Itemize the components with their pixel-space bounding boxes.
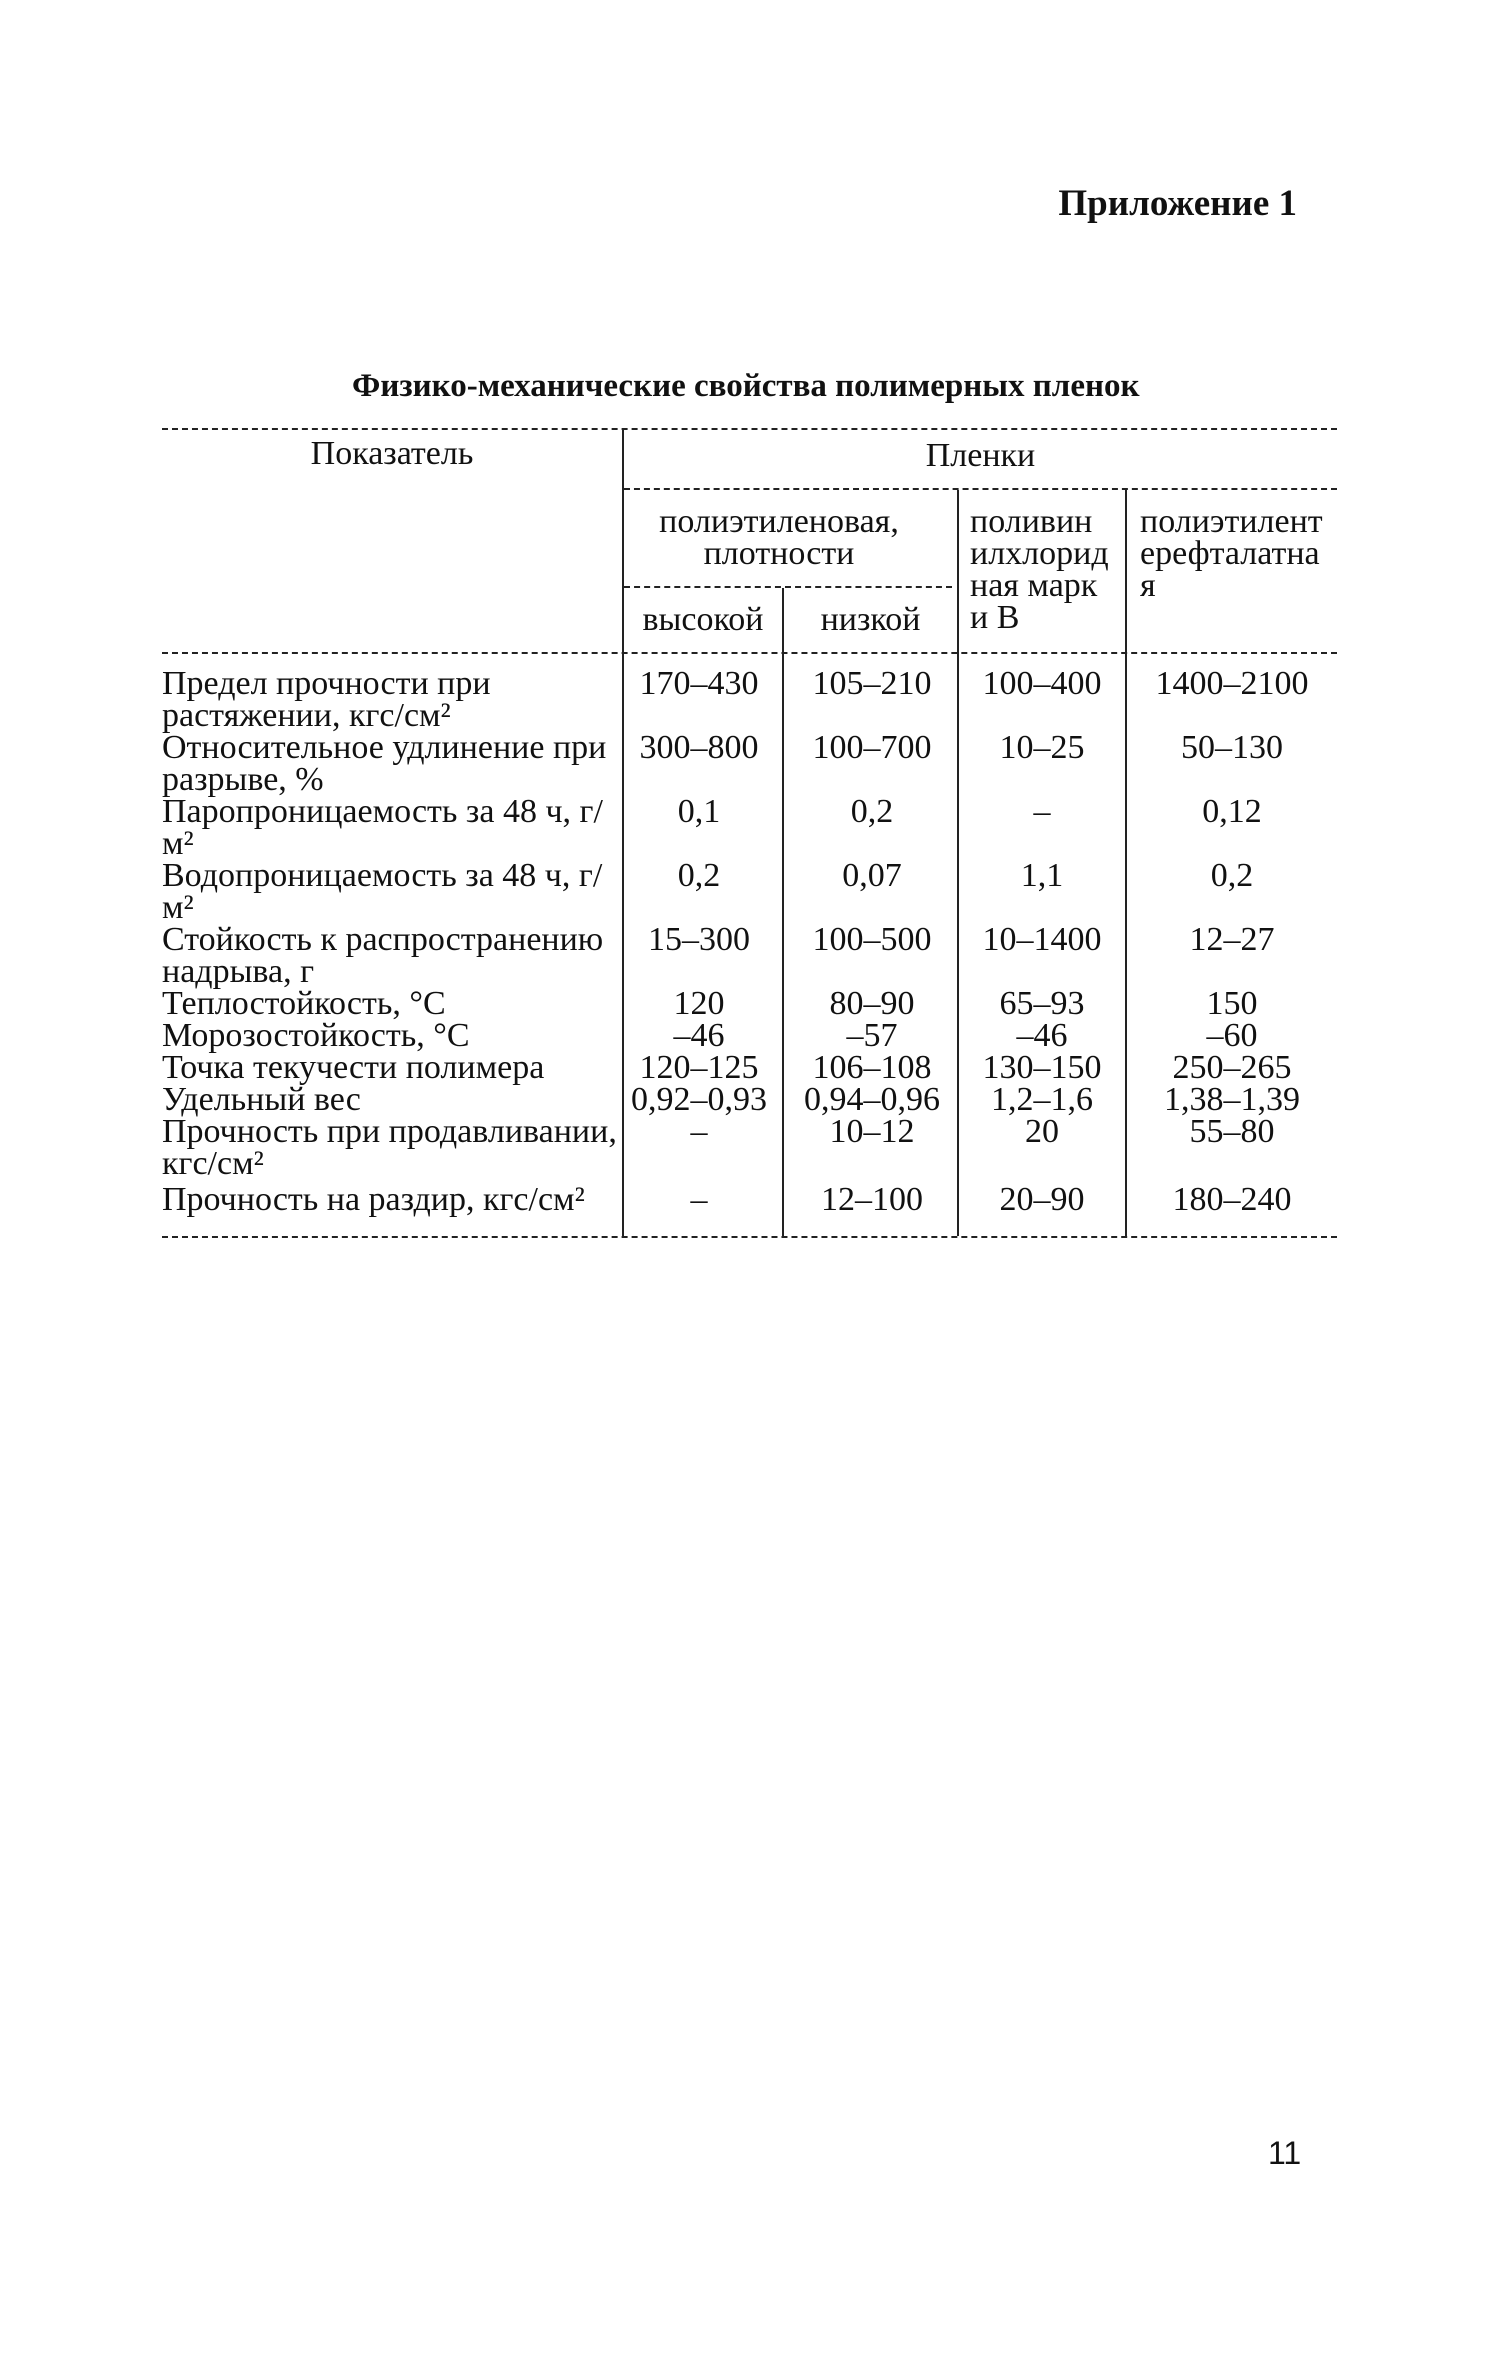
row-label: Прочность при продавливании, кгс/см² bbox=[162, 1113, 617, 1182]
cell-low: 105–210 bbox=[812, 665, 932, 702]
cell-high: 0,1 bbox=[677, 793, 721, 830]
cell-pvc: 10–25 bbox=[999, 729, 1085, 766]
cell-pvc: 20–90 bbox=[999, 1181, 1085, 1218]
cell-high: 15–300 bbox=[648, 921, 750, 958]
appendix-heading: Приложение 1 bbox=[1058, 183, 1297, 224]
top-rule bbox=[162, 428, 1337, 430]
cell-pet: 12–27 bbox=[1189, 921, 1275, 958]
cell-pvc: –46 bbox=[1016, 1017, 1068, 1054]
cell-high: 120–125 bbox=[639, 1049, 759, 1086]
column-divider-3 bbox=[957, 490, 959, 1236]
row-label: Точка текучести полимера bbox=[162, 1049, 545, 1086]
cell-pet: 150 bbox=[1206, 985, 1258, 1022]
cell-pvc: 20 bbox=[1025, 1113, 1059, 1150]
cell-high: 0,2 bbox=[677, 857, 721, 894]
cell-low: 0,07 bbox=[842, 857, 902, 894]
cell-low: 0,2 bbox=[850, 793, 894, 830]
density-rule bbox=[624, 586, 952, 588]
cell-high: 170–430 bbox=[639, 665, 759, 702]
header-indicator: Показатель bbox=[310, 435, 474, 472]
cell-pvc: 100–400 bbox=[982, 665, 1102, 702]
cell-low: 10–12 bbox=[829, 1113, 915, 1150]
cell-pet: 55–80 bbox=[1189, 1113, 1275, 1150]
cell-pet: –60 bbox=[1206, 1017, 1258, 1054]
cell-high: 0,92–0,93 bbox=[631, 1081, 767, 1118]
cell-pet: 0,12 bbox=[1202, 793, 1262, 830]
table-caption: Физико-механические свойства полимерных пленок bbox=[352, 368, 1140, 404]
cell-pet: 1,38–1,39 bbox=[1164, 1081, 1300, 1118]
cell-high: –46 bbox=[673, 1017, 725, 1054]
properties-table bbox=[162, 428, 1337, 1240]
header-bottom-rule bbox=[162, 652, 1337, 654]
row-label: Теплостойкость, °С bbox=[162, 985, 446, 1022]
row-label: Предел прочности при растяжении, кгс/см² bbox=[162, 665, 491, 734]
cell-pet: 50–130 bbox=[1181, 729, 1283, 766]
cell-pvc: 65–93 bbox=[999, 985, 1085, 1022]
row-label: Прочность на раздир, кгс/см² bbox=[162, 1181, 585, 1218]
header-high-density: высокой bbox=[642, 601, 764, 638]
header-pet: полиэтилентерефталатная bbox=[1140, 503, 1323, 604]
header-low-density: низкой bbox=[820, 601, 921, 638]
cell-pet: 1400–2100 bbox=[1155, 665, 1309, 702]
cell-pet: 180–240 bbox=[1172, 1181, 1292, 1218]
cell-low: 0,94–0,96 bbox=[804, 1081, 940, 1118]
cell-pet: 250–265 bbox=[1172, 1049, 1292, 1086]
header-polyethylene: полиэтиленовая, плотности bbox=[659, 503, 899, 572]
cell-low: 12–100 bbox=[821, 1181, 923, 1218]
cell-low: 80–90 bbox=[829, 985, 915, 1022]
cell-pvc: 10–1400 bbox=[982, 921, 1102, 958]
cell-low: –57 bbox=[846, 1017, 898, 1054]
cell-high: 120 bbox=[673, 985, 725, 1022]
cell-pvc: 1,2–1,6 bbox=[991, 1081, 1093, 1118]
cell-low: 100–700 bbox=[812, 729, 932, 766]
row-label: Относительное удлинение при разрыве, % bbox=[162, 729, 607, 798]
cell-pvc: 1,1 bbox=[1020, 857, 1064, 894]
bottom-rule bbox=[162, 1236, 1337, 1238]
cell-high: – bbox=[690, 1181, 708, 1218]
row-label: Морозостойкость, °С bbox=[162, 1017, 470, 1054]
cell-pet: 0,2 bbox=[1210, 857, 1254, 894]
cell-high: 300–800 bbox=[639, 729, 759, 766]
column-divider-2 bbox=[782, 588, 784, 1236]
cell-pvc: – bbox=[1033, 793, 1051, 830]
cell-pvc: 130–150 bbox=[982, 1049, 1102, 1086]
header-pvc: поливинилхлоридная марки В bbox=[970, 503, 1109, 636]
cell-low: 106–108 bbox=[812, 1049, 932, 1086]
row-label: Паропроницаемость за 48 ч, г/м² bbox=[162, 793, 603, 862]
row-label: Удельный вес bbox=[162, 1081, 361, 1118]
page-number: 11 bbox=[1268, 2135, 1302, 2171]
cell-high: – bbox=[690, 1113, 708, 1150]
row-label: Водопроницаемость за 48 ч, г/м² bbox=[162, 857, 603, 926]
header-films: Пленки bbox=[925, 437, 1036, 474]
row-label: Стойкость к распространению надрыва, г bbox=[162, 921, 604, 990]
films-rule bbox=[624, 488, 1337, 490]
cell-low: 100–500 bbox=[812, 921, 932, 958]
